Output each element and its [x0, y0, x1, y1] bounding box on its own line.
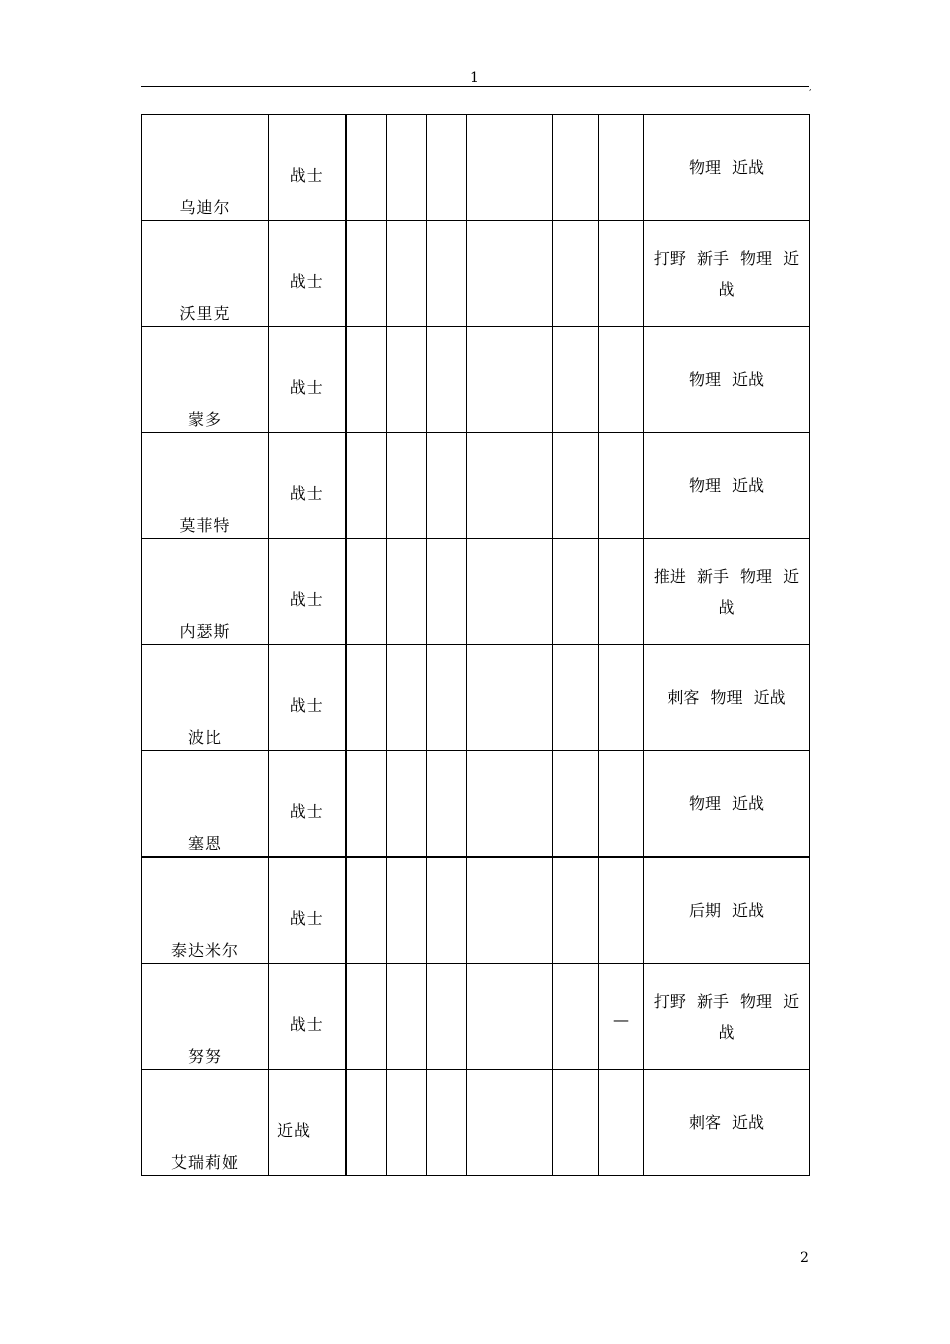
hero-type: 战士 [289, 590, 324, 609]
hero-tags: 物理 近战 [688, 476, 765, 495]
hero-tags-cell [644, 221, 810, 327]
header-page-number: 1 [470, 70, 479, 86]
empty-cell [346, 964, 387, 1070]
empty-cell [427, 221, 467, 327]
hero-tags: 打野 新手 物理 近战 [653, 248, 800, 299]
empty-cell [346, 539, 387, 645]
empty-cell [467, 221, 553, 327]
hero-tags-cell [644, 645, 810, 751]
empty-cell [346, 857, 387, 964]
hero-type: 战士 [289, 378, 324, 397]
hero-type: 战士 [289, 166, 324, 185]
table-row [142, 115, 810, 221]
empty-cell [346, 433, 387, 539]
empty-cell [427, 433, 467, 539]
empty-cell [427, 327, 467, 433]
hero-tags-cell [644, 1070, 810, 1176]
hero-type-cell [269, 857, 346, 964]
hero-table [141, 114, 810, 1176]
empty-cell [553, 964, 599, 1070]
table-row [142, 433, 810, 539]
table-row [142, 327, 810, 433]
table-row [142, 1070, 810, 1176]
empty-cell [553, 751, 599, 858]
table-row [142, 221, 810, 327]
empty-cell [467, 964, 553, 1070]
hero-type: 战士 [289, 1015, 324, 1034]
empty-cell [387, 964, 427, 1070]
empty-cell [427, 539, 467, 645]
empty-cell [427, 115, 467, 221]
hero-name-cell [142, 857, 269, 964]
empty-cell [346, 645, 387, 751]
dash-cell [599, 645, 644, 751]
empty-cell [387, 645, 427, 751]
table-body [142, 115, 810, 1176]
header-mark: , [809, 83, 812, 92]
hero-tags: 推进 新手 物理 近战 [653, 566, 800, 617]
empty-cell [427, 964, 467, 1070]
dash-cell [599, 539, 644, 645]
empty-cell [553, 115, 599, 221]
hero-tags: 物理 近战 [688, 370, 765, 389]
hero-tags-cell [644, 539, 810, 645]
empty-cell [346, 115, 387, 221]
empty-cell [467, 645, 553, 751]
empty-cell [387, 221, 427, 327]
hero-type: 战士 [289, 696, 324, 715]
empty-cell [427, 751, 467, 858]
empty-cell [427, 1070, 467, 1176]
empty-cell [387, 539, 427, 645]
empty-cell [553, 539, 599, 645]
empty-cell [467, 433, 553, 539]
hero-name-cell [142, 539, 269, 645]
hero-name: 内瑟斯 [179, 622, 231, 641]
header-rule [141, 86, 809, 87]
dash-mark: — [613, 1010, 629, 1029]
empty-cell [346, 327, 387, 433]
hero-tags-cell [644, 327, 810, 433]
empty-cell [387, 327, 427, 433]
hero-name-cell [142, 115, 269, 221]
hero-tags-cell [644, 857, 810, 964]
empty-cell [427, 857, 467, 964]
hero-tags: 刺客 物理 近战 [667, 688, 786, 707]
empty-cell [553, 433, 599, 539]
hero-tags-cell [644, 964, 810, 1070]
empty-cell [387, 433, 427, 539]
hero-name-cell [142, 327, 269, 433]
empty-cell [346, 221, 387, 327]
hero-tags: 打野 新手 物理 近战 [653, 991, 800, 1042]
hero-type-cell [269, 115, 346, 221]
empty-cell [467, 1070, 553, 1176]
dash-cell [599, 1070, 644, 1176]
empty-cell [553, 1070, 599, 1176]
hero-tags: 刺客 近战 [688, 1113, 765, 1132]
hero-name: 波比 [187, 728, 222, 747]
hero-name: 泰达米尔 [170, 941, 239, 960]
hero-type: 战士 [289, 272, 324, 291]
empty-cell [467, 115, 553, 221]
empty-cell [553, 327, 599, 433]
empty-cell [387, 1070, 427, 1176]
empty-cell [346, 1070, 387, 1176]
hero-type-cell [269, 1070, 346, 1176]
dash-cell [599, 221, 644, 327]
hero-name-cell [142, 751, 269, 858]
empty-cell [467, 751, 553, 858]
hero-tags-cell [644, 751, 810, 858]
table-row [142, 645, 810, 751]
table-row [142, 539, 810, 645]
empty-cell [387, 857, 427, 964]
dash-cell [599, 115, 644, 221]
hero-name: 努努 [187, 1047, 222, 1066]
empty-cell [387, 115, 427, 221]
hero-name-cell [142, 645, 269, 751]
hero-type-cell [269, 221, 346, 327]
hero-tags-cell [644, 115, 810, 221]
empty-cell [553, 857, 599, 964]
dash-cell [599, 964, 644, 1070]
dash-cell [599, 327, 644, 433]
hero-name: 莫菲特 [179, 516, 231, 535]
hero-type-cell [269, 751, 346, 858]
dash-cell [599, 751, 644, 858]
hero-tags: 后期 近战 [688, 901, 765, 920]
hero-name-cell [142, 1070, 269, 1176]
hero-type-cell [269, 645, 346, 751]
dash-cell [599, 433, 644, 539]
hero-type-cell [269, 433, 346, 539]
hero-type-cell [269, 327, 346, 433]
empty-cell [467, 539, 553, 645]
hero-name-cell [142, 964, 269, 1070]
hero-tags-cell [644, 433, 810, 539]
hero-name-cell [142, 221, 269, 327]
hero-tags: 物理 近战 [688, 158, 765, 177]
hero-name: 蒙多 [187, 410, 222, 429]
empty-cell [427, 645, 467, 751]
empty-cell [467, 857, 553, 964]
hero-name: 艾瑞莉娅 [170, 1153, 239, 1172]
table-row [142, 857, 810, 964]
hero-type: 战士 [289, 802, 324, 821]
hero-type-cell [269, 964, 346, 1070]
hero-name: 沃里克 [179, 304, 231, 323]
empty-cell [346, 751, 387, 858]
hero-name-cell [142, 433, 269, 539]
hero-tags: 物理 近战 [688, 794, 765, 813]
hero-type: 战士 [289, 909, 324, 928]
hero-name: 塞恩 [187, 834, 222, 853]
empty-cell [553, 645, 599, 751]
empty-cell [467, 327, 553, 433]
table-row [142, 751, 810, 858]
footer-page-number: 2 [800, 1250, 809, 1266]
empty-cell [553, 221, 599, 327]
dash-cell [599, 857, 644, 964]
hero-type: 战士 [289, 484, 324, 503]
hero-name: 乌迪尔 [179, 198, 231, 217]
empty-cell [387, 751, 427, 858]
table-row [142, 964, 810, 1070]
hero-type-cell [269, 539, 346, 645]
hero-type: 近战 [277, 1121, 312, 1140]
